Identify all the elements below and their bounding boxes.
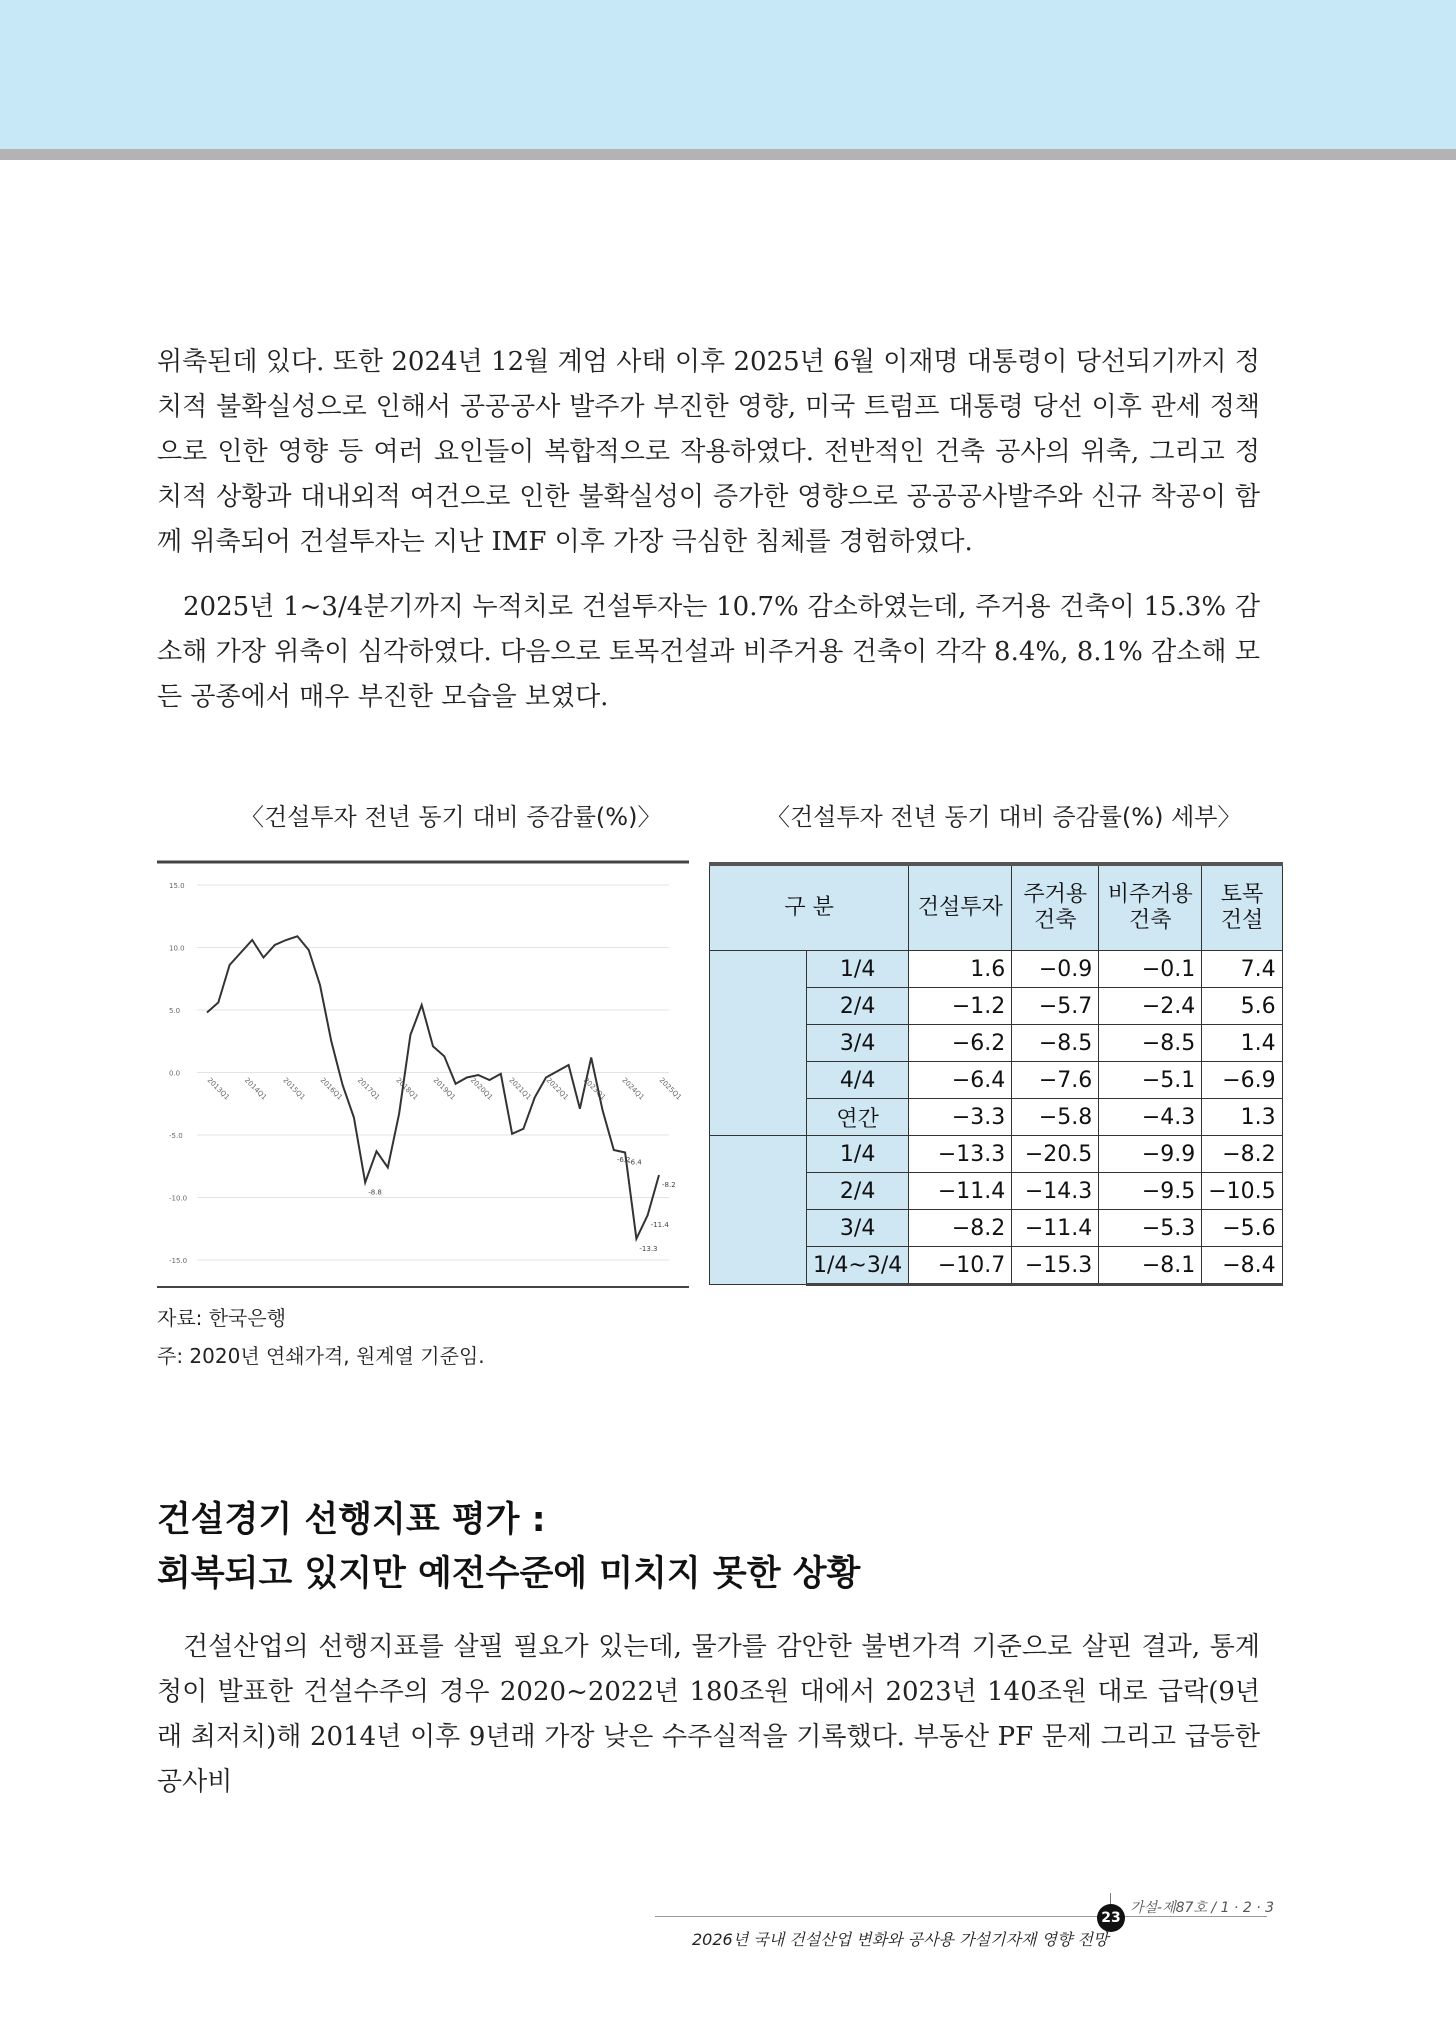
header-stripe (0, 149, 1456, 160)
period-cell: 3/4 (807, 1210, 909, 1247)
x-tick-label: 2025Q1 (657, 1076, 683, 1102)
value-cell: −6.2 (909, 1025, 1012, 1062)
chart-title: 〈건설투자 전년 동기 대비 증감률(%)〉 (240, 803, 662, 831)
value-cell: −8.5 (1012, 1025, 1099, 1062)
value-cell: −9.5 (1099, 1173, 1202, 1210)
period-cell: 연간 (807, 1099, 909, 1136)
value-cell: −8.2 (909, 1210, 1012, 1247)
data-label: -13.3 (639, 1244, 658, 1253)
x-tick-labels (206, 1076, 683, 1101)
value-cell: −6.4 (909, 1062, 1012, 1099)
value-cell: −3.3 (909, 1099, 1012, 1136)
value-cell: −5.1 (1099, 1062, 1202, 1099)
value-cell: −5.8 (1012, 1099, 1099, 1136)
table-row (710, 951, 1283, 988)
value-cell: −4.3 (1099, 1099, 1202, 1136)
value-cell: −0.1 (1099, 951, 1202, 988)
paragraph-1: 위축된데 있다. 또한 2024년 12월 계엄 사태 이후 2025년 6월 이재명 대통령이 당선되기까지 정치적 불확실성으로 인해서 공공공사 발주가 부진한 영향, 미국 트럼프 대통령 당선 이후 관세 정책으로 인한 영향 등 여러 요인들이 복합적으로 작용하였다. 전반적인 건축 공사의 위축, 그리고 정치적 상황과 대내외적 여건으로 인한 불확실성이 증가한 영향으로 공공공사발주와 신규 착공이 함께 위축되어 건설투자는 지난 IMF 이후 가장 극심한 침체를 경험하였다. (157, 347, 1260, 557)
x-tick-label: 2019Q1 (431, 1076, 457, 1102)
value-cell: −5.6 (1202, 1210, 1282, 1247)
source-note: 자료: 한국은행 (157, 1306, 287, 1330)
value-cell: −8.5 (1099, 1025, 1202, 1062)
value-cell: −7.6 (1012, 1062, 1099, 1099)
header-category: 구 분 (710, 864, 909, 951)
x-tick-label: 2020Q1 (468, 1076, 495, 1102)
data-label: -6.2 (616, 1156, 631, 1164)
x-tick-label: 2016Q1 (318, 1076, 344, 1102)
detail-table (709, 862, 1283, 1286)
data-label: -8.8 (368, 1188, 382, 1197)
header-construction-investment: 건설투자 (909, 864, 1012, 951)
y-tick-label: 15.0 (169, 882, 185, 890)
value-cell: −9.9 (1099, 1136, 1202, 1173)
series-tag: 가설-제87호 / 1 · 2 · 3 (1130, 1900, 1275, 1916)
table-header-row (710, 864, 1283, 951)
paragraph-3: 건설산업의 선행지표를 살필 필요가 있는데, 물가를 감안한 불변가격 기준으로 살핀 결과, 통계청이 발표한 건설수주의 경우 2020~2022년 180조원 대에서 2023년 140조원 대로 급락(9년래 최저치)해 2014년 이후 9년래 가장 낮은 수주실적을 기록했다. 부동산 PF 문제 그리고 급등한 공사비 (157, 1632, 1260, 1797)
x-tick-label: 2014Q1 (242, 1076, 269, 1102)
header-band (0, 0, 1456, 149)
value-cell: 5.6 (1202, 988, 1282, 1025)
header-civil-line2: 건설 (1220, 908, 1264, 933)
value-cell: 7.4 (1202, 951, 1282, 988)
value-cell: −10.5 (1202, 1173, 1282, 1210)
group-2025 (710, 1136, 807, 1285)
period-cell: 4/4 (807, 1062, 909, 1099)
data-label: -6.4 (628, 1158, 642, 1167)
data-label: -11.4 (650, 1221, 669, 1229)
y-tick-label: -10.0 (169, 1194, 188, 1203)
value-cell: −5.7 (1012, 988, 1099, 1025)
value-cell: −2.4 (1099, 988, 1202, 1025)
value-cell: −6.9 (1202, 1062, 1282, 1099)
y-tick-label: 0.0 (169, 1069, 181, 1078)
x-tick-label: 2017Q1 (355, 1076, 382, 1102)
value-cell: −8.4 (1202, 1247, 1282, 1285)
value-cell: −15.3 (1012, 1247, 1099, 1285)
y-tick-label: 5.0 (169, 1007, 181, 1015)
value-cell: −20.5 (1012, 1136, 1099, 1173)
value-cell: −5.3 (1099, 1210, 1202, 1247)
x-tick-label: 2021Q1 (507, 1076, 533, 1102)
x-tick-label: 2013Q1 (205, 1076, 231, 1102)
section-heading (157, 1493, 860, 1601)
section-heading-line1: 건설경기 선행지표 평가 : (157, 1500, 546, 1540)
period-cell: 1/4~3/4 (807, 1247, 909, 1285)
period-cell: 2/4 (807, 988, 909, 1025)
x-tick-label: 2018Q1 (394, 1076, 420, 1102)
header-nonresidential-line1: 비주거용 (1107, 882, 1193, 907)
table-title: 〈건설투자 전년 동기 대비 증감률(%) 세부〉 (766, 803, 1242, 831)
footer-title: 2026년 국내 건설산업 변화와 공사용 가설기자재 영향 전망 (692, 1930, 1109, 1949)
page-number-badge: 23 (1097, 1904, 1125, 1932)
paragraph-2: 2025년 1~3/4분기까지 누적치로 건설투자는 10.7% 감소하였는데, 주거용 건축이 15.3% 감소해 가장 위축이 심각하였다. 다음으로 토목건설과 비주거용 건축이 각각 8.4%, 8.1% 감소해 모든 공종에서 매우 부진한 모습을 보였다. (157, 592, 1260, 712)
y-tick-label: -5.0 (169, 1132, 183, 1140)
x-tick-label: 2024Q1 (620, 1076, 646, 1102)
line-chart (157, 860, 689, 1288)
footer-rule (655, 1916, 1267, 1917)
header-civil (1202, 864, 1282, 951)
value-cell: −8.1 (1099, 1247, 1202, 1285)
remark-note: 주: 2020년 연쇄가격, 원계열 기준임. (157, 1344, 485, 1368)
header-nonresidential-line2: 건축 (1128, 908, 1172, 933)
header-nonresidential (1099, 864, 1202, 951)
value-cell: 1.4 (1202, 1025, 1282, 1062)
value-cell: 1.3 (1202, 1099, 1282, 1136)
header-residential-line2: 건축 (1033, 908, 1077, 933)
value-cell: 1.6 (909, 951, 1012, 988)
data-label: -8.2 (662, 1181, 676, 1189)
value-cell: −0.9 (1012, 951, 1099, 988)
section-heading-line2: 회복되고 있지만 예전수준에 미치지 못한 상황 (157, 1554, 861, 1594)
y-tick-label: 10.0 (169, 944, 185, 953)
x-tick-label: 2015Q1 (281, 1076, 307, 1102)
value-cell: −14.3 (1012, 1173, 1099, 1210)
y-tick-label: -15.0 (169, 1257, 188, 1265)
value-cell: −11.4 (909, 1173, 1012, 1210)
data-labels (368, 1156, 675, 1253)
value-cell: −8.2 (1202, 1136, 1282, 1173)
period-cell: 1/4 (807, 951, 909, 988)
x-tick-label: 2022Q1 (544, 1076, 570, 1102)
header-civil-line1: 토목 (1220, 882, 1264, 907)
period-cell: 2/4 (807, 1173, 909, 1210)
period-cell: 3/4 (807, 1025, 909, 1062)
value-cell: −1.2 (909, 988, 1012, 1025)
value-cell: −13.3 (909, 1136, 1012, 1173)
header-residential (1012, 864, 1099, 951)
header-residential-line1: 주거용 (1023, 882, 1088, 907)
table-row (710, 1136, 1283, 1173)
period-cell: 1/4 (807, 1136, 909, 1173)
x-tick-label: 2023Q1 (581, 1076, 608, 1102)
value-cell: −11.4 (1012, 1210, 1099, 1247)
group-2024 (710, 951, 807, 1136)
value-cell: −10.7 (909, 1247, 1012, 1285)
